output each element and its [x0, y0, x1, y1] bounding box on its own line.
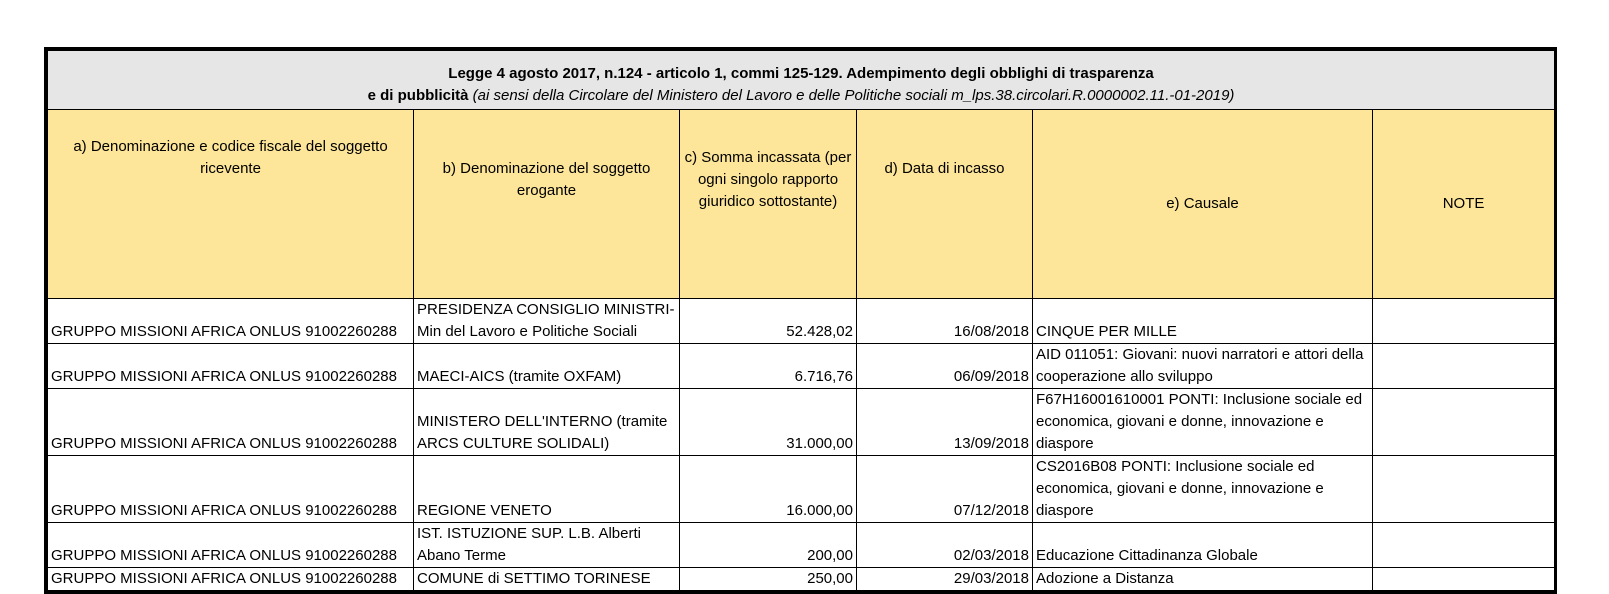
title-line2-bold: e di pubblicità — [367, 87, 469, 104]
cell-data: 16/08/2018 — [857, 299, 1033, 344]
cell-data: 07/12/2018 — [857, 456, 1033, 523]
cell-note — [1373, 299, 1555, 344]
cell-note — [1373, 456, 1555, 523]
cell-somma: 200,00 — [680, 523, 857, 568]
cell-ricevente: GRUPPO MISSIONI AFRICA ONLUS 91002260288 — [48, 344, 414, 389]
cell-note — [1373, 389, 1555, 456]
cell-causale: F67H16001610001 PONTI: Inclusione sociale ed economica, giovani e donne, innovazione e diaspore — [1033, 389, 1373, 456]
table-row — [48, 568, 1555, 591]
cell-note — [1373, 523, 1555, 568]
cell-erogante: REGIONE VENETO — [414, 456, 680, 523]
cell-erogante: IST. ISTUZIONE SUP. L.B. Alberti Abano Terme — [414, 523, 680, 568]
cell-ricevente: GRUPPO MISSIONI AFRICA ONLUS 91002260288 — [48, 568, 414, 591]
cell-data: 02/03/2018 — [857, 523, 1033, 568]
transparency-table-sheet — [44, 47, 1557, 594]
cell-note — [1373, 344, 1555, 389]
cell-somma: 31.000,00 — [680, 389, 857, 456]
header-erogante: b) Denominazione del soggetto erogante — [414, 110, 680, 299]
header-note: NOTE — [1373, 110, 1555, 299]
table-title — [48, 51, 1555, 110]
transparency-table — [47, 50, 1555, 591]
cell-ricevente: GRUPPO MISSIONI AFRICA ONLUS 91002260288 — [48, 456, 414, 523]
table-row — [48, 299, 1555, 344]
cell-somma: 52.428,02 — [680, 299, 857, 344]
cell-causale: CINQUE PER MILLE — [1033, 299, 1373, 344]
table-row — [48, 523, 1555, 568]
cell-causale: Adozione a Distanza — [1033, 568, 1373, 591]
header-causale: e) Causale — [1033, 110, 1373, 299]
cell-somma: 16.000,00 — [680, 456, 857, 523]
title-line2-italic: (ai sensi della Circolare del Ministero del Lavoro e delle Politiche sociali m_lps.38.circolari.R.0000002.11.-01-2019) — [468, 87, 1235, 104]
title-line1: Legge 4 agosto 2017, n.124 - articolo 1, commi 125-129. Adempimento degli obblighi di trasparenza — [448, 65, 1154, 82]
title-row — [48, 51, 1555, 110]
header-somma: c) Somma incassata (per ogni singolo rapporto giuridico sottostante) — [680, 110, 857, 299]
cell-note — [1373, 568, 1555, 591]
header-data: d) Data di incasso — [857, 110, 1033, 299]
cell-erogante: MAECI-AICS (tramite OXFAM) — [414, 344, 680, 389]
cell-somma: 250,00 — [680, 568, 857, 591]
cell-data: 29/03/2018 — [857, 568, 1033, 591]
cell-somma: 6.716,76 — [680, 344, 857, 389]
cell-data: 13/09/2018 — [857, 389, 1033, 456]
table-row — [48, 344, 1555, 389]
cell-ricevente: GRUPPO MISSIONI AFRICA ONLUS 91002260288 — [48, 523, 414, 568]
cell-causale: Educazione Cittadinanza Globale — [1033, 523, 1373, 568]
header-row — [48, 110, 1555, 299]
cell-data: 06/09/2018 — [857, 344, 1033, 389]
cell-ricevente: GRUPPO MISSIONI AFRICA ONLUS 91002260288 — [48, 299, 414, 344]
cell-ricevente: GRUPPO MISSIONI AFRICA ONLUS 91002260288 — [48, 389, 414, 456]
cell-erogante: MINISTERO DELL'INTERNO (tramite ARCS CULTURE SOLIDALI) — [414, 389, 680, 456]
cell-erogante: COMUNE di SETTIMO TORINESE — [414, 568, 680, 591]
table-row — [48, 456, 1555, 523]
cell-erogante: PRESIDENZA CONSIGLIO MINISTRI- Min del Lavoro e Politiche Sociali — [414, 299, 680, 344]
header-ricevente: a) Denominazione e codice fiscale del soggetto ricevente — [48, 110, 414, 299]
cell-causale: CS2016B08 PONTI: Inclusione sociale ed economica, giovani e donne, innovazione e diaspore — [1033, 456, 1373, 523]
cell-causale: AID 011051: Giovani: nuovi narratori e attori della cooperazione allo sviluppo — [1033, 344, 1373, 389]
table-row — [48, 389, 1555, 456]
